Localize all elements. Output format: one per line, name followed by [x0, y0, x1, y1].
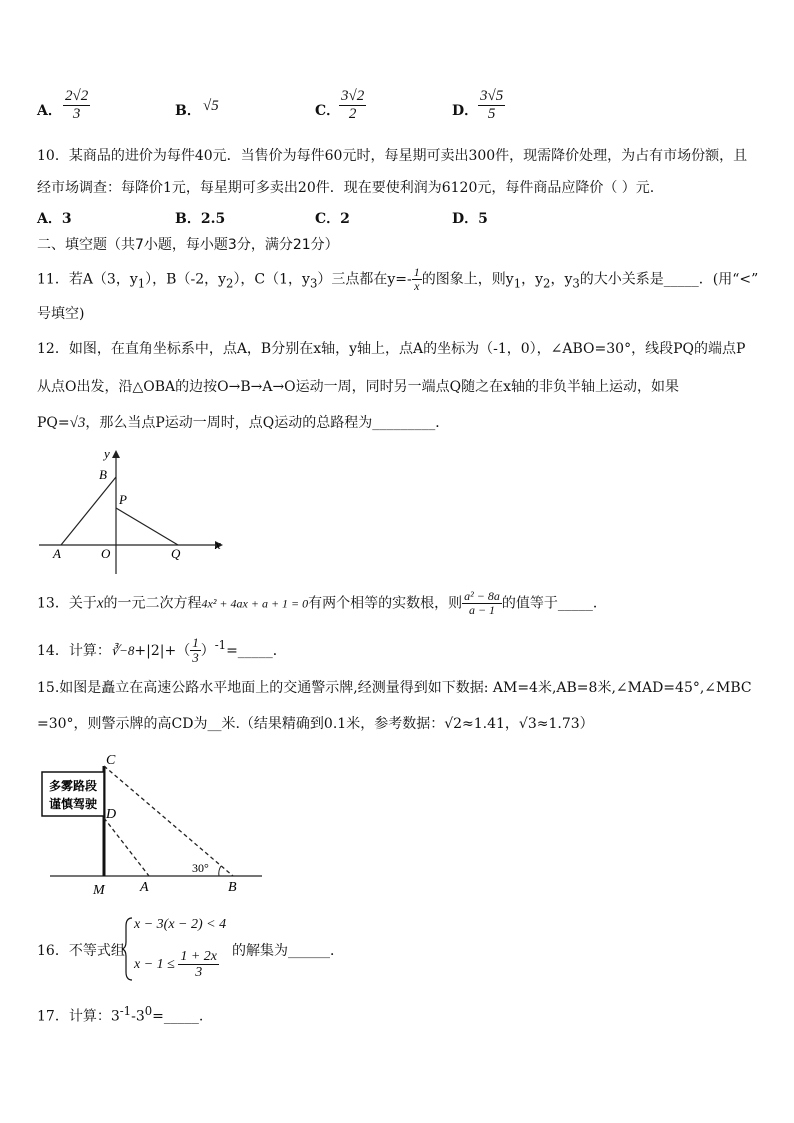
y-axis-arrow — [112, 450, 120, 458]
q16-tail: 的解集为______． — [232, 943, 344, 959]
q9-option-d-value: $\frac{3√5}{5}$ — [480, 88, 504, 122]
q13-fraction: $\frac{\text{a² − 8a}}{a - 1}$ — [464, 589, 500, 618]
q11-line2: 号填空) — [37, 306, 85, 322]
dashed-line-da — [104, 818, 149, 876]
segment-ab — [61, 477, 116, 545]
q12-line1: 12．如图，在直角坐标系中，点A，B分别在x轴，y轴上，点A的坐标为（-1，0），∠ABO=30°，线段PQ的端点P — [37, 341, 746, 357]
label-q: Q — [171, 546, 181, 561]
label-angle: 30° — [192, 861, 209, 875]
q9-option-a-value: $\frac{2√2}{3}$ — [65, 88, 89, 122]
q12-line2: 从点O出发，沿△OBA的边按O→B→A→O运动一周，同时另一端点Q随之在x轴的非负半轴上运动，如果 — [37, 379, 680, 395]
label-x: x — [215, 537, 221, 552]
q11-fraction: $\frac{1}{x}$ — [413, 265, 420, 294]
label-y: y — [104, 446, 110, 461]
label-p: P — [119, 492, 127, 507]
q9-option-b-label: B． — [175, 103, 201, 119]
angle-arc — [219, 866, 221, 876]
q10-option-b: B．2.5 — [175, 211, 226, 227]
q16-inequality-1: x − 3(x − 2) < 4 — [134, 917, 227, 932]
q16-label: 16．不等式组 — [37, 943, 125, 959]
q10-option-d: D．5 — [452, 211, 488, 227]
label-c: C — [106, 753, 116, 768]
q10-line1: 10．某商品的进价为每件40元．当售价为每件60元时，每星期可卖出300件，现需降价处理，为占有市场份额，且 — [37, 148, 748, 164]
q12-coordinate-figure — [35, 446, 225, 581]
label-a: A — [140, 880, 149, 895]
q9-options — [37, 88, 537, 132]
q10-line2: 经市场调查：每降价1元，每星期可多卖出20件．现在要使利润为6120元，每件商品应降价（ ）元. — [37, 180, 655, 196]
q16-inequality-2: x − 1 ≤ $\frac{1 + 2x}{3}$ — [134, 949, 218, 981]
q10-option-a: A．3 — [37, 211, 72, 227]
label-o: O — [101, 546, 111, 561]
q13-equation: 4x² + 4ax + a + 1 = 0 — [201, 596, 309, 611]
q12-line3: PQ=√3，那么当点P运动一周时，点Q运动的总路程为_________． — [37, 415, 450, 431]
label-m: M — [93, 883, 105, 898]
q13-line: 13．关于x的一元二次方程4x² + 4ax + a + 1 = 0有两个相等的实数根，则 $\frac{\text{a² − 8a}}{a - 1}$ 的值等于_____． — [37, 589, 607, 618]
q14-fraction: $\frac{1}{3}$ — [192, 635, 199, 666]
label-d: D — [106, 807, 117, 822]
q14-cube-root: ∛−8 — [110, 642, 135, 658]
q16-brace — [122, 916, 134, 982]
q9-option-b-value: √5 — [203, 98, 219, 114]
q9-option-c-label: C． — [315, 103, 341, 119]
q11-line1: 11．若A（3，$y_1$），B（-2，$y_2$），C（1，$y_3$）三点都在y=- $\frac{1}{x}$ 的图象上，则$y_1$，$y_2$，$y_3$的大小关系是_____．(用“<” — [37, 265, 759, 294]
q15-line2: =30°，则警示牌的高CD为__米.（结果精确到0.1米，参考数据：√2≈1.41，√3≈1.73） — [37, 716, 594, 732]
label-a: A — [53, 546, 61, 561]
q9-option-d-label: D． — [452, 103, 479, 119]
sign-text-2: 谨慎驾驶 — [48, 797, 98, 811]
q15-line1: 15.如图是矗立在高速公路水平地面上的交通警示牌,经测量得到如下数据: AM=4米,AB=8米,∠MAD=45°,∠MBC — [37, 680, 752, 696]
q15-sign-figure — [36, 752, 268, 900]
q9-option-a-label: A． — [37, 103, 62, 119]
sign-text-1: 多雾路段 — [48, 779, 98, 793]
dashed-line-cb — [104, 766, 233, 876]
label-b: B — [99, 467, 107, 482]
label-b: B — [228, 880, 237, 895]
segment-pq — [116, 508, 178, 545]
section-heading: 二、填空题（共7小题，每小题3分，满分21分） — [37, 237, 339, 253]
q10-option-c: C．2 — [315, 211, 350, 227]
q17-line: 17．计算：$3^{-1}-3^0=\_\_\_\_\_$. — [37, 1004, 204, 1025]
q9-option-c-value: $\frac{3√2}{2}$ — [341, 88, 365, 122]
q14-line: 14．计算：∛−8+|2|+（ $\frac{1}{3}$ ）$^{-1}$=_____． — [37, 635, 287, 666]
